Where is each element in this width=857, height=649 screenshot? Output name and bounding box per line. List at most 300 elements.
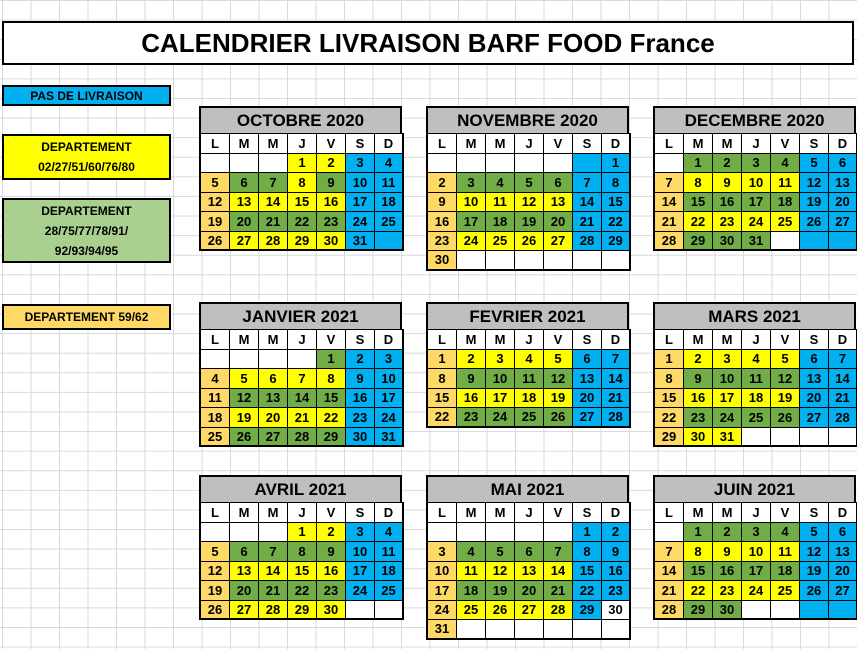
month-title: NOVEMBRE 2020 — [426, 106, 629, 133]
day-cell: 18 — [742, 389, 771, 409]
empty-day-cell — [771, 601, 800, 621]
day-cell: 20 — [573, 389, 602, 409]
day-cell: 20 — [230, 581, 259, 601]
day-cell: 24 — [375, 408, 404, 428]
empty-day-cell — [800, 428, 829, 448]
day-cell: 10 — [486, 369, 515, 389]
day-cell: 24 — [457, 232, 486, 252]
month-grid — [653, 133, 857, 251]
day-cell: 26 — [800, 212, 829, 232]
day-cell: 28 — [288, 428, 317, 448]
weekday-header: D — [375, 330, 404, 350]
month-calendar — [426, 475, 629, 640]
day-cell: 29 — [684, 232, 713, 252]
day-cell: 20 — [800, 389, 829, 409]
legend-no-delivery — [2, 85, 171, 106]
day-cell: 26 — [515, 232, 544, 252]
month-title: FEVRIER 2021 — [426, 302, 629, 329]
weekday-header: M — [230, 330, 259, 350]
day-cell: 5 — [771, 350, 800, 370]
day-cell: 1 — [317, 350, 346, 370]
day-cell: 6 — [829, 523, 857, 543]
day-cell: 27 — [515, 601, 544, 621]
day-cell: 18 — [201, 408, 230, 428]
day-cell: 23 — [457, 408, 486, 428]
day-cell: 13 — [259, 389, 288, 409]
empty-day-cell — [829, 601, 857, 621]
day-cell: 30 — [713, 601, 742, 621]
legend-dept-orange — [2, 304, 171, 330]
empty-day-cell — [742, 601, 771, 621]
day-cell: 26 — [230, 428, 259, 448]
day-cell: 12 — [515, 193, 544, 213]
weekday-header: V — [317, 503, 346, 523]
day-cell: 26 — [544, 408, 573, 428]
day-cell: 8 — [684, 173, 713, 193]
day-cell: 6 — [800, 350, 829, 370]
weekday-header: S — [573, 134, 602, 154]
day-cell: 11 — [771, 173, 800, 193]
empty-day-cell — [800, 232, 829, 252]
weekday-header: L — [201, 134, 230, 154]
month-calendar — [426, 302, 629, 428]
day-cell: 16 — [428, 212, 457, 232]
day-cell: 11 — [375, 173, 404, 193]
day-cell: 8 — [317, 369, 346, 389]
legend-dept-orange-label: DEPARTEMENT 59/62 — [24, 310, 149, 324]
month-grid — [426, 133, 631, 271]
day-cell: 28 — [259, 601, 288, 621]
empty-day-cell — [544, 620, 573, 640]
weekday-header: S — [573, 330, 602, 350]
empty-day-cell — [259, 154, 288, 174]
weekday-header: D — [829, 330, 857, 350]
day-cell: 22 — [655, 408, 684, 428]
day-cell: 27 — [829, 212, 857, 232]
day-cell: 30 — [684, 428, 713, 448]
month-calendar — [653, 106, 856, 251]
empty-day-cell — [288, 350, 317, 370]
day-cell: 6 — [573, 350, 602, 370]
empty-day-cell — [573, 251, 602, 271]
day-cell: 25 — [771, 212, 800, 232]
day-cell: 13 — [829, 173, 857, 193]
empty-day-cell — [201, 523, 230, 543]
day-cell: 4 — [515, 350, 544, 370]
empty-day-cell — [230, 350, 259, 370]
day-cell: 7 — [655, 173, 684, 193]
month-calendar — [653, 475, 856, 620]
day-cell: 22 — [288, 212, 317, 232]
weekday-header: V — [771, 330, 800, 350]
day-cell: 21 — [655, 212, 684, 232]
day-cell: 27 — [800, 408, 829, 428]
month-grid — [653, 502, 857, 620]
weekday-header: J — [288, 330, 317, 350]
weekday-header: M — [230, 503, 259, 523]
day-cell: 19 — [800, 562, 829, 582]
day-cell: 14 — [544, 562, 573, 582]
day-cell: 6 — [829, 154, 857, 174]
empty-day-cell — [486, 620, 515, 640]
weekday-header: V — [771, 134, 800, 154]
day-cell: 17 — [375, 389, 404, 409]
day-cell: 15 — [317, 389, 346, 409]
weekday-header: J — [288, 134, 317, 154]
day-cell: 31 — [742, 232, 771, 252]
day-cell: 11 — [375, 542, 404, 562]
day-cell: 22 — [288, 581, 317, 601]
day-cell: 4 — [375, 523, 404, 543]
month-title: JUIN 2021 — [653, 475, 856, 502]
day-cell: 15 — [655, 389, 684, 409]
empty-day-cell — [800, 601, 829, 621]
weekday-header: D — [375, 503, 404, 523]
day-cell: 7 — [573, 173, 602, 193]
day-cell: 4 — [457, 542, 486, 562]
day-cell: 8 — [428, 369, 457, 389]
day-cell: 9 — [346, 369, 375, 389]
day-cell: 2 — [457, 350, 486, 370]
month-title: DECEMBRE 2020 — [653, 106, 856, 133]
day-cell: 28 — [544, 601, 573, 621]
day-cell: 19 — [515, 212, 544, 232]
day-cell: 30 — [713, 232, 742, 252]
weekday-header: M — [230, 134, 259, 154]
day-cell: 21 — [655, 581, 684, 601]
day-cell: 17 — [428, 581, 457, 601]
empty-day-cell — [602, 620, 631, 640]
weekday-header: D — [829, 503, 857, 523]
day-cell: 17 — [713, 389, 742, 409]
day-cell: 29 — [655, 428, 684, 448]
day-cell: 14 — [655, 562, 684, 582]
day-cell: 23 — [317, 581, 346, 601]
day-cell: 3 — [713, 350, 742, 370]
day-cell: 13 — [800, 369, 829, 389]
day-cell: 3 — [346, 523, 375, 543]
day-cell: 7 — [259, 173, 288, 193]
month-calendar — [199, 475, 402, 620]
month-grid — [199, 329, 404, 447]
day-cell: 21 — [829, 389, 857, 409]
empty-day-cell — [742, 428, 771, 448]
day-cell: 15 — [288, 193, 317, 213]
day-cell: 27 — [230, 601, 259, 621]
day-cell: 24 — [486, 408, 515, 428]
day-cell: 7 — [288, 369, 317, 389]
day-cell: 14 — [288, 389, 317, 409]
weekday-header: V — [771, 503, 800, 523]
day-cell: 6 — [515, 542, 544, 562]
day-cell: 25 — [742, 408, 771, 428]
day-cell: 1 — [655, 350, 684, 370]
day-cell: 15 — [573, 562, 602, 582]
day-cell: 4 — [771, 154, 800, 174]
weekday-header: L — [428, 330, 457, 350]
empty-day-cell — [346, 601, 375, 621]
day-cell: 18 — [375, 193, 404, 213]
empty-day-cell — [829, 428, 857, 448]
day-cell: 14 — [573, 193, 602, 213]
day-cell: 13 — [829, 542, 857, 562]
month-calendar — [199, 302, 402, 447]
day-cell: 26 — [486, 601, 515, 621]
day-cell: 5 — [800, 523, 829, 543]
day-cell: 29 — [288, 232, 317, 252]
day-cell: 1 — [288, 523, 317, 543]
day-cell: 13 — [230, 193, 259, 213]
empty-day-cell — [515, 620, 544, 640]
day-cell: 26 — [201, 232, 230, 252]
weekday-header: M — [457, 134, 486, 154]
empty-day-cell — [515, 523, 544, 543]
day-cell: 20 — [544, 212, 573, 232]
day-cell: 9 — [317, 173, 346, 193]
day-cell: 3 — [428, 542, 457, 562]
empty-day-cell — [771, 232, 800, 252]
weekday-header: S — [346, 503, 375, 523]
day-cell: 25 — [771, 581, 800, 601]
day-cell: 9 — [713, 542, 742, 562]
empty-day-cell — [544, 154, 573, 174]
day-cell: 16 — [713, 562, 742, 582]
legend-dept-green-label: DEPARTEMENT — [41, 203, 132, 218]
day-cell: 21 — [288, 408, 317, 428]
day-cell: 23 — [713, 581, 742, 601]
month-grid — [426, 329, 631, 428]
weekday-header: J — [515, 134, 544, 154]
weekday-header: L — [655, 503, 684, 523]
day-cell: 10 — [428, 562, 457, 582]
day-cell: 16 — [317, 562, 346, 582]
day-cell: 31 — [375, 428, 404, 448]
day-cell: 11 — [515, 369, 544, 389]
day-cell: 19 — [230, 408, 259, 428]
day-cell: 10 — [346, 542, 375, 562]
weekday-header: M — [713, 134, 742, 154]
empty-day-cell — [544, 523, 573, 543]
day-cell: 5 — [800, 154, 829, 174]
day-cell: 4 — [375, 154, 404, 174]
day-cell: 21 — [573, 212, 602, 232]
month-grid — [653, 329, 857, 447]
empty-day-cell — [573, 620, 602, 640]
empty-day-cell — [230, 154, 259, 174]
month-grid — [426, 502, 631, 640]
day-cell: 6 — [259, 369, 288, 389]
day-cell: 27 — [573, 408, 602, 428]
day-cell: 19 — [201, 212, 230, 232]
weekday-header: V — [544, 330, 573, 350]
weekday-header: V — [317, 134, 346, 154]
weekday-header: J — [742, 503, 771, 523]
empty-day-cell — [602, 251, 631, 271]
weekday-header: D — [375, 134, 404, 154]
weekday-header: D — [829, 134, 857, 154]
day-cell: 30 — [346, 428, 375, 448]
day-cell: 16 — [346, 389, 375, 409]
day-cell: 4 — [742, 350, 771, 370]
weekday-header: J — [515, 503, 544, 523]
month-grid — [199, 502, 404, 620]
day-cell: 14 — [655, 193, 684, 213]
weekday-header: S — [573, 503, 602, 523]
day-cell: 5 — [515, 173, 544, 193]
day-cell: 7 — [544, 542, 573, 562]
day-cell: 17 — [457, 212, 486, 232]
weekday-header: M — [486, 134, 515, 154]
day-cell: 24 — [742, 581, 771, 601]
day-cell: 29 — [602, 232, 631, 252]
day-cell: 12 — [230, 389, 259, 409]
day-cell: 7 — [259, 542, 288, 562]
day-cell: 12 — [800, 542, 829, 562]
day-cell: 5 — [230, 369, 259, 389]
day-cell: 18 — [486, 212, 515, 232]
day-cell: 6 — [544, 173, 573, 193]
day-cell: 9 — [602, 542, 631, 562]
day-cell: 18 — [457, 581, 486, 601]
day-cell: 23 — [428, 232, 457, 252]
day-cell: 9 — [457, 369, 486, 389]
day-cell: 8 — [655, 369, 684, 389]
day-cell: 13 — [515, 562, 544, 582]
day-cell: 31 — [428, 620, 457, 640]
weekday-header: L — [201, 503, 230, 523]
day-cell: 4 — [201, 369, 230, 389]
day-cell: 28 — [259, 232, 288, 252]
weekday-header: M — [713, 330, 742, 350]
day-cell: 15 — [684, 562, 713, 582]
empty-day-cell — [515, 154, 544, 174]
day-cell: 2 — [317, 154, 346, 174]
weekday-header: J — [515, 330, 544, 350]
weekday-header: S — [346, 330, 375, 350]
day-cell: 6 — [230, 173, 259, 193]
weekday-header: V — [544, 134, 573, 154]
day-cell: 23 — [602, 581, 631, 601]
empty-day-cell — [457, 523, 486, 543]
day-cell: 5 — [201, 173, 230, 193]
weekday-header: M — [486, 330, 515, 350]
weekday-header: S — [800, 134, 829, 154]
day-cell: 29 — [684, 601, 713, 621]
weekday-header: V — [317, 330, 346, 350]
day-cell: 1 — [573, 523, 602, 543]
weekday-header: V — [544, 503, 573, 523]
day-cell: 28 — [829, 408, 857, 428]
day-cell: 13 — [544, 193, 573, 213]
day-cell: 11 — [201, 389, 230, 409]
day-cell: 12 — [201, 562, 230, 582]
day-cell: 21 — [602, 389, 631, 409]
day-cell: 3 — [486, 350, 515, 370]
weekday-header: M — [259, 503, 288, 523]
day-cell: 15 — [684, 193, 713, 213]
day-cell: 27 — [230, 232, 259, 252]
empty-day-cell — [230, 523, 259, 543]
day-cell: 10 — [742, 542, 771, 562]
day-cell: 24 — [346, 212, 375, 232]
day-cell: 18 — [515, 389, 544, 409]
empty-day-cell — [771, 428, 800, 448]
day-cell: 4 — [771, 523, 800, 543]
weekday-header: J — [742, 330, 771, 350]
empty-day-cell — [259, 523, 288, 543]
weekday-header: L — [201, 330, 230, 350]
day-cell: 11 — [457, 562, 486, 582]
day-cell: 25 — [201, 428, 230, 448]
day-cell: 13 — [230, 562, 259, 582]
day-cell: 31 — [346, 232, 375, 252]
day-cell: 8 — [288, 173, 317, 193]
empty-day-cell — [428, 154, 457, 174]
day-cell: 30 — [317, 601, 346, 621]
month-title: MARS 2021 — [653, 302, 856, 329]
day-cell: 19 — [771, 389, 800, 409]
day-cell: 17 — [742, 193, 771, 213]
month-calendar — [426, 106, 629, 271]
day-cell: 6 — [230, 542, 259, 562]
day-cell: 2 — [713, 523, 742, 543]
day-cell: 22 — [602, 212, 631, 232]
day-cell: 29 — [288, 601, 317, 621]
day-cell: 14 — [602, 369, 631, 389]
day-cell: 1 — [602, 154, 631, 174]
weekday-header: D — [602, 134, 631, 154]
day-cell: 7 — [655, 542, 684, 562]
day-cell: 24 — [713, 408, 742, 428]
day-cell: 21 — [544, 581, 573, 601]
empty-day-cell — [259, 350, 288, 370]
empty-day-cell — [201, 154, 230, 174]
day-cell: 12 — [800, 173, 829, 193]
day-cell: 8 — [602, 173, 631, 193]
day-cell: 28 — [655, 601, 684, 621]
day-cell: 16 — [457, 389, 486, 409]
weekday-header: M — [684, 503, 713, 523]
legend-no-delivery-label: PAS DE LIVRAISON — [30, 88, 143, 103]
day-cell: 27 — [544, 232, 573, 252]
day-cell: 25 — [457, 601, 486, 621]
day-cell: 25 — [375, 581, 404, 601]
day-cell: 28 — [573, 232, 602, 252]
day-cell: 21 — [259, 212, 288, 232]
empty-day-cell — [655, 154, 684, 174]
day-cell: 10 — [375, 369, 404, 389]
day-cell: 22 — [573, 581, 602, 601]
weekday-header: L — [428, 134, 457, 154]
month-calendar — [199, 106, 402, 251]
weekday-header: M — [259, 330, 288, 350]
weekday-header: M — [713, 503, 742, 523]
day-cell: 23 — [684, 408, 713, 428]
empty-day-cell — [486, 523, 515, 543]
month-grid — [199, 133, 404, 251]
day-cell: 5 — [201, 542, 230, 562]
weekday-header: M — [684, 134, 713, 154]
empty-day-cell — [655, 523, 684, 543]
empty-day-cell — [457, 620, 486, 640]
day-cell: 10 — [457, 193, 486, 213]
day-cell: 1 — [288, 154, 317, 174]
day-cell: 26 — [201, 601, 230, 621]
day-cell: 25 — [515, 408, 544, 428]
day-cell: 12 — [201, 193, 230, 213]
day-cell: 26 — [771, 408, 800, 428]
day-cell: 2 — [428, 173, 457, 193]
